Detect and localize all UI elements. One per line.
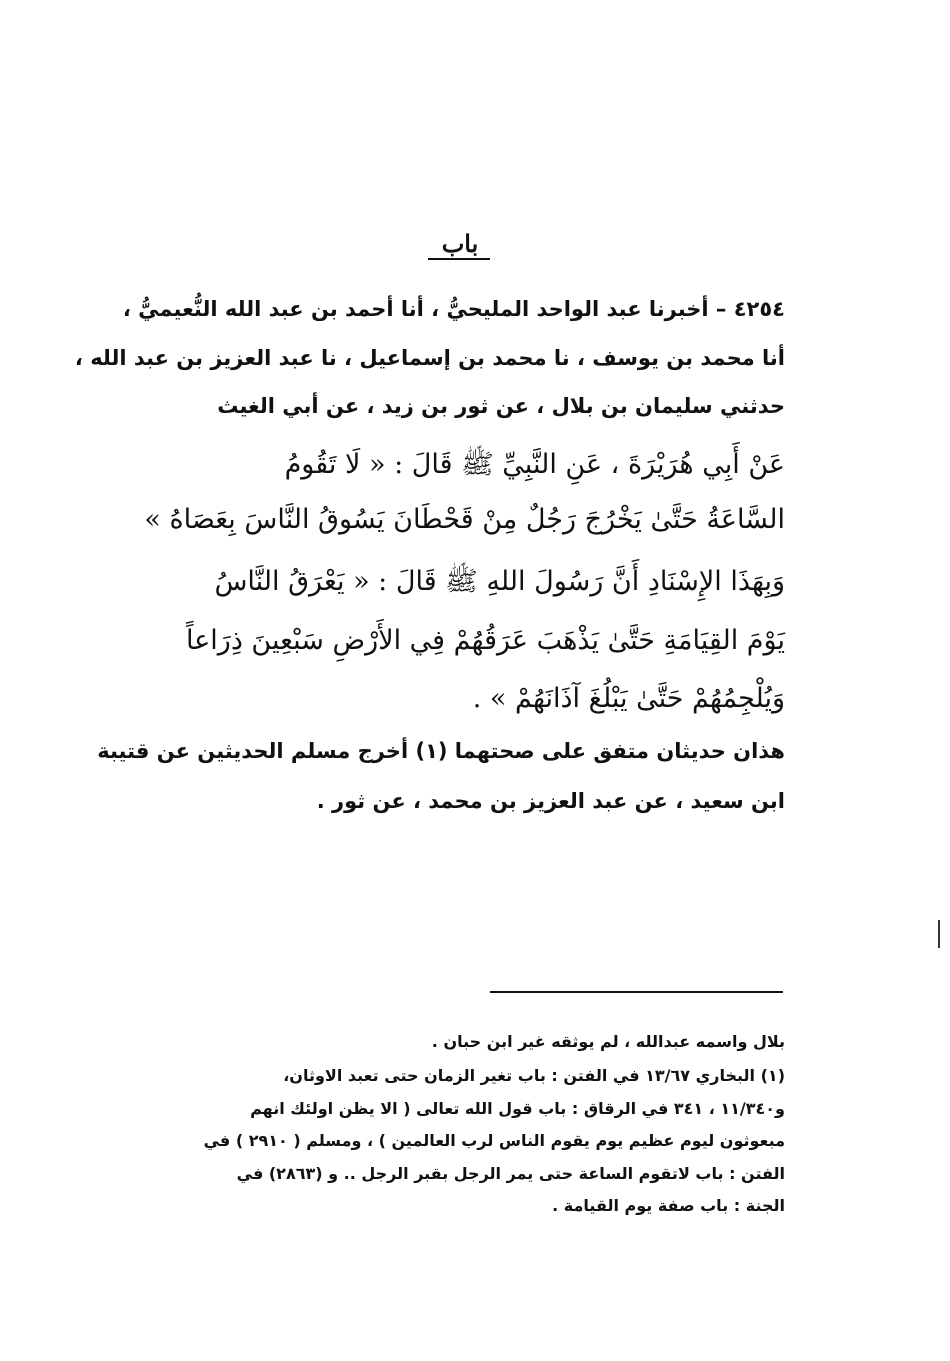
- hadith-text-line-4: يَوْمَ القِيَامَةِ حَتَّىٰ يَذْهَبَ عَرَقُهُمْ فِي الأَرْضِ سَبْعِينَ ذِرَاعاً: [185, 625, 785, 656]
- footnote-separator: [490, 991, 783, 993]
- footnote-line-5: الفتن : باب لاتقوم الساعة حتى يمر الرجل بقبر الرجل .. و (٢٨٦٣) في: [236, 1164, 785, 1183]
- chapter-heading: باب: [441, 229, 479, 258]
- footnote-line-2: (١) البخاري ١٣/٦٧ في الفتن : باب تغير الزمان حتى تعبد الاوثان،: [283, 1066, 785, 1085]
- hadith-text-line-1: عَنْ أَبِي هُرَيْرَةَ ، عَنِ النَّبِيِّ ﷺ قَالَ : « لَا تَقُومُ: [284, 449, 785, 480]
- hadith-text-line-2: السَّاعَةُ حَتَّىٰ يَخْرُجَ رَجُلٌ مِنْ قَحْطَانَ يَسُوقُ النَّاسَ بِعَصَاهُ »: [144, 504, 785, 535]
- isnad-line-1: ٤٢٥٤ – أخبرنا عبد الواحد المليحيُّ ، أنا أحمد بن عبد الله النُّعيميُّ ،: [122, 297, 785, 321]
- hadith-text-line-3: وَبِهَذَا الإِسْنَادِ أَنَّ رَسُولَ اللهِ ﷺ قَالَ : « يَعْرَقُ النَّاسُ: [214, 566, 785, 597]
- footnote-line-6: الجنة : باب صفة يوم القيامة .: [552, 1196, 785, 1215]
- isnad-line-3: حدثني سليمان بن بلال ، عن ثور بن زيد ، عن أبي الغيث: [217, 394, 785, 418]
- footnote-line-4: مبعوثون ليوم عظيم يوم يقوم الناس لرب العالمين ) ، ومسلم ( ٢٩١٠ ) في: [203, 1131, 785, 1150]
- footnote-line-1: بلال واسمه عبدالله ، لم يوثقه غير ابن حبان .: [431, 1032, 785, 1051]
- scan-edge-mark: [938, 920, 940, 948]
- isnad-line-2: أنا محمد بن يوسف ، نا محمد بن إسماعيل ، نا عبد العزيز بن عبد الله ،: [74, 346, 785, 370]
- hadith-text-line-5: وَيُلْجِمُهُمْ حَتَّىٰ يَبْلُغَ آذَانَهُمْ » .: [472, 683, 785, 714]
- heading-underline: [428, 258, 490, 260]
- commentary-line-1: هذان حديثان متفق على صحتهما (١) أخرج مسلم الحديثين عن قتيبة: [97, 739, 785, 763]
- commentary-line-2: ابن سعيد ، عن عبد العزيز بن محمد ، عن ثور .: [316, 789, 785, 813]
- footnote-line-3: و١١/٣٤٠ ، ٣٤١ في الرقاق : باب قول الله تعالى ( الا يظن اولئك انهم: [250, 1099, 785, 1118]
